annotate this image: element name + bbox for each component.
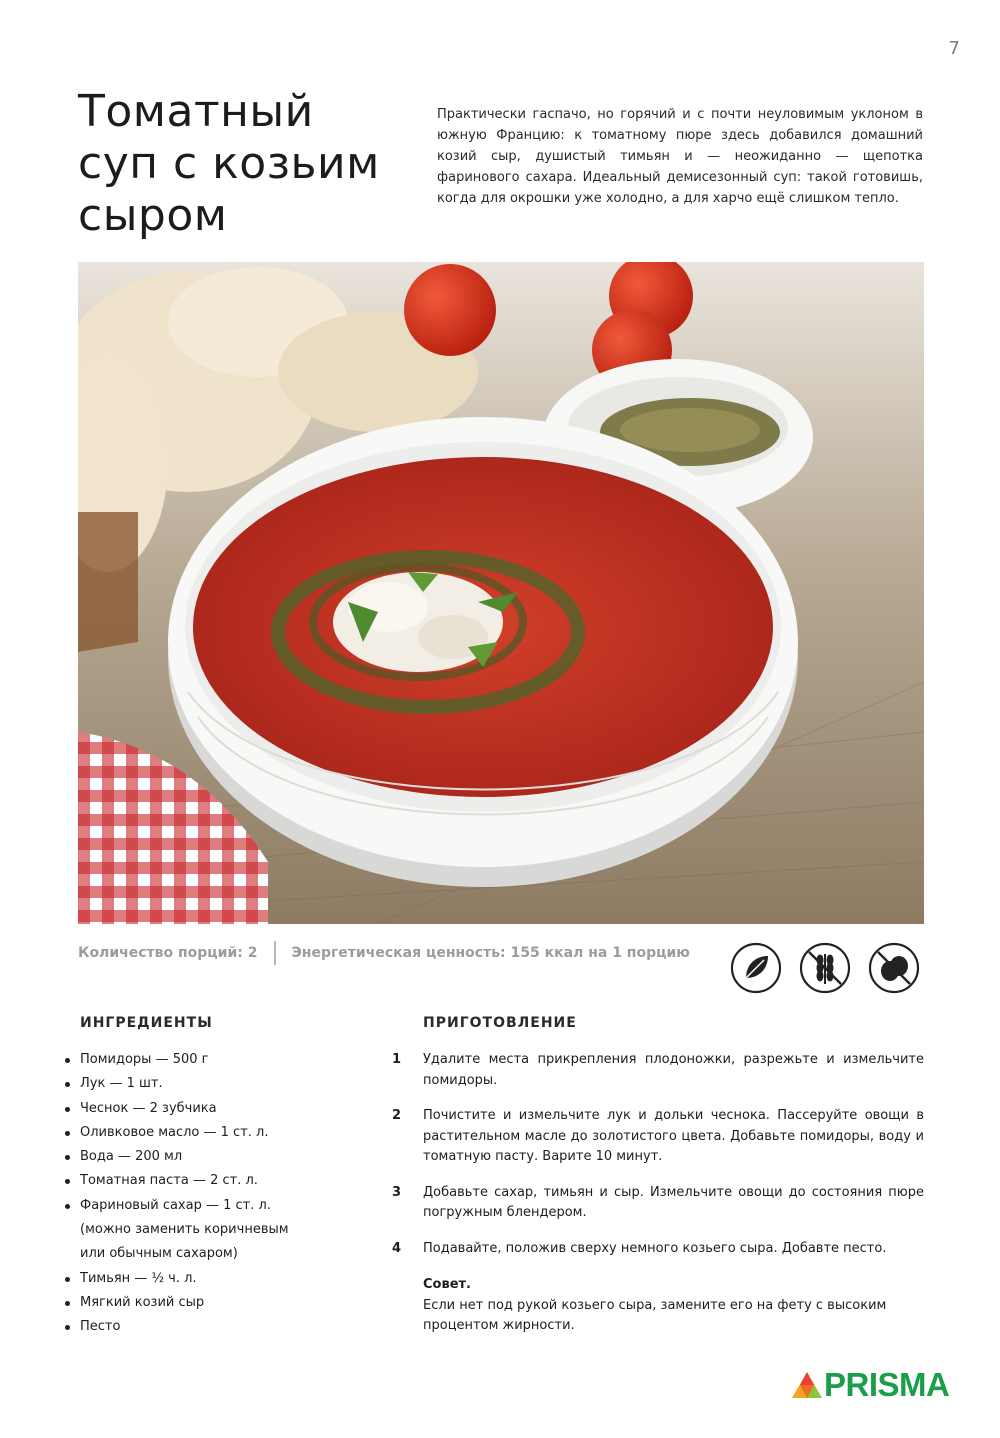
leaf-icon (730, 942, 782, 994)
ingredient-item: Вода — 200 мл (62, 1145, 312, 1169)
tip-title: Совет. (423, 1277, 471, 1292)
recipe-title: Томатный суп с козьим сыром (78, 86, 380, 241)
logo-text: PRISMA (824, 1366, 950, 1403)
step-number: 3 (392, 1184, 402, 1200)
ingredient-item: Лук — 1 шт. (62, 1072, 312, 1096)
no-nuts-icon (868, 942, 920, 994)
ingredient-item: Чеснок — 2 зубчика (62, 1097, 312, 1121)
step-item (390, 1183, 924, 1224)
meta-separator (274, 941, 276, 965)
diet-icons (730, 942, 920, 994)
steps-list (390, 1050, 924, 1274)
tip-text: Если нет под рукой козьего сыра, замените его на фету с высоким процентом жирности. (423, 1297, 887, 1333)
ingredient-item: Мягкий козий сыр (62, 1291, 312, 1315)
ingredient-item: Песто (62, 1315, 312, 1339)
step-number: 1 (392, 1052, 402, 1067)
step-text: Добавьте сахар, тимьян и сыр. Измельчите овощи до состояния пюре погружным блендером. (423, 1184, 924, 1220)
step-number: 2 (392, 1108, 402, 1123)
page-number: 7 (948, 38, 960, 59)
step-number: 4 (392, 1240, 402, 1256)
step-text: Почистите и измельчите лук и дольки чеснока. Пассеруйте овощи в растительном масле до золотистого цвета. Добавьте помидоры, воду и томатную пасту. Варите 10 минут. (423, 1108, 924, 1164)
ingredient-item: Тимьян — ½ ч. л. (62, 1267, 312, 1291)
recipe-intro: Практически гаспачо, но горячий и с почти неуловимым уклоном в южную Францию: к томатному пюре здесь добавился домашний козий сыр, душистый тимьян и — неожиданно — щепотка фаринового сахара. Идеальный демисезонный суп: такой готовишь, когда для окрошки уже холодно, а для харчо ещё слишком тепло. (437, 107, 923, 206)
step-item (390, 1106, 924, 1168)
soup-bowl-image (168, 417, 798, 887)
ingredient-item: Томатная паста — 2 ст. л. (62, 1169, 312, 1193)
step-text: Подавайте, положив сверху немного козьего сыра. Добавте песто. (423, 1240, 887, 1256)
prisma-logo (790, 1366, 949, 1404)
ingredients-list (62, 1048, 312, 1340)
ingredient-item: Фариновый сахар — 1 ст. л. (можно заменить коричневым или обычным сахаром) (62, 1194, 312, 1267)
soup-photo (78, 262, 924, 924)
ingredients-title: ИНГРЕДИЕНТЫ (80, 1015, 213, 1031)
tip-block (423, 1275, 924, 1337)
steps-title: ПРИГОТОВЛЕНИЕ (423, 1015, 577, 1031)
ingredient-item: Помидоры — 500 г (62, 1048, 312, 1072)
recipe-meta (78, 941, 690, 965)
no-gluten-icon (799, 942, 851, 994)
step-item (390, 1050, 924, 1091)
step-text: Удалите места прикрепления плодоножки, разрежьте и измельчите помидоры. (423, 1052, 924, 1088)
step-item (390, 1239, 924, 1260)
servings-text: Количество порций: 2 (78, 945, 258, 961)
ingredient-item: Оливковое масло — 1 ст. л. (62, 1121, 312, 1145)
prisma-triangle-icon (790, 1370, 824, 1400)
energy-text: Энергетическая ценность: 155 ккал на 1 порцию (291, 945, 690, 961)
